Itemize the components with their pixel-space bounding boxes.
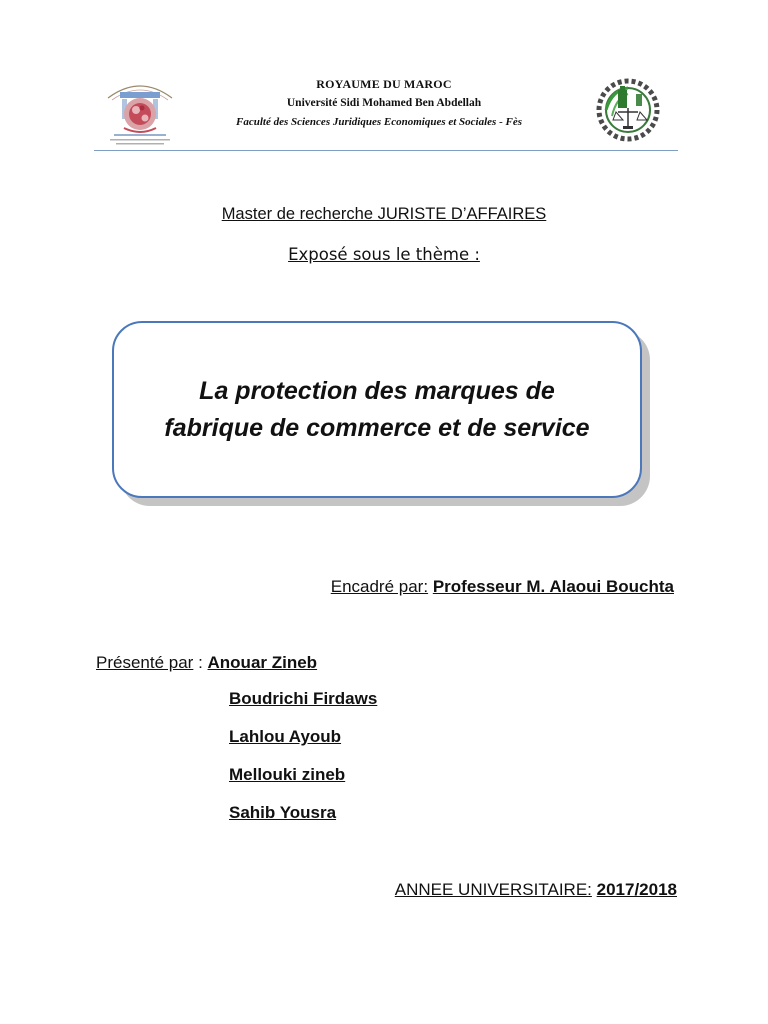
document-title	[127, 373, 627, 447]
title-line-1: La protection des marques de	[199, 376, 555, 405]
program-title: Master de recherche JURISTE D’AFFAIRES	[221, 205, 547, 223]
header-university: Université Sidi Mohamed Ben Abdellah	[286, 97, 482, 109]
header-divider	[94, 150, 678, 151]
academic-year-line	[395, 880, 677, 900]
presenters-label: Présenté par	[96, 653, 194, 672]
supervisor-label: Encadré par:	[330, 577, 429, 596]
presenter-name: Sahib Yousra	[229, 803, 337, 822]
faculty-emblem-icon	[592, 76, 664, 144]
presenter-name: Mellouki zineb	[229, 765, 346, 784]
title-line-2: fabrique de commerce et de service	[164, 413, 590, 442]
presenter-name: Anouar Zineb	[207, 653, 318, 672]
header-country: ROYAUME DU MAROC	[316, 77, 452, 91]
supervisor-line	[331, 577, 674, 597]
presenter-name: Boudrichi Firdaws	[229, 689, 378, 708]
title-box	[112, 321, 642, 498]
academic-year-label: ANNEE UNIVERSITAIRE:	[394, 880, 592, 899]
presenters-separator: :	[193, 653, 208, 672]
presenters-line	[96, 653, 317, 673]
supervisor-name: Professeur M. Alaoui Bouchta	[432, 577, 674, 596]
presenter-name: Lahlou Ayoub	[229, 727, 342, 746]
header-faculty: Faculté des Sciences Juridiques Economiques et Sociales - Fès	[236, 116, 522, 128]
academic-year-value: 2017/2018	[596, 880, 677, 899]
theme-label: Exposé sous le thème :	[288, 245, 480, 264]
